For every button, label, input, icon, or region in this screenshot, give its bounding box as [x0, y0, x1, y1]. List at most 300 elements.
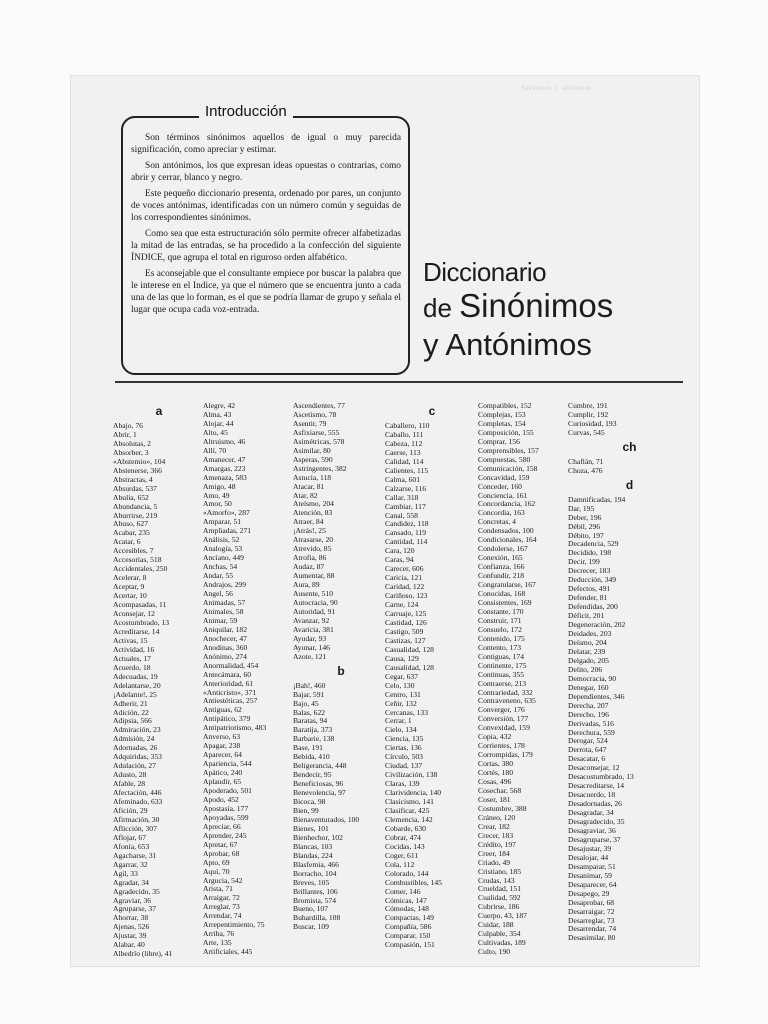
index-entry: Civilización, 138: [385, 771, 438, 780]
index-entry: Derogar, 524: [568, 737, 608, 746]
index-entry: Corrompidas, 179: [478, 751, 533, 760]
index-entry: Avaricia, 381: [293, 625, 334, 634]
index-entry: ¡Bah!, 460: [293, 681, 326, 690]
index-entry: Comprar, 156: [478, 437, 520, 446]
index-entry: Buscar, 109: [293, 923, 329, 932]
index-entry: Crecer, 183: [478, 831, 514, 840]
index-entry: Desarraigar, 72: [568, 907, 615, 916]
index-entry: Defectos, 491: [568, 585, 611, 594]
index-entry: Comunicación, 158: [478, 464, 538, 473]
index-entry: Aceptar, 9: [113, 583, 145, 592]
index-entry: Ajustar, 39: [113, 932, 147, 941]
index-entry: Cantidad, 114: [385, 538, 428, 547]
index-entry: Arrepentimiento, 75: [203, 921, 265, 930]
index-entry: Castizas, 127: [385, 636, 426, 645]
index-entry: Cómodas, 148: [385, 905, 429, 914]
index-entry: Amargas, 223: [203, 464, 246, 473]
index-entry: Ausente, 510: [293, 590, 334, 599]
index-entry: Condicionales, 164: [478, 536, 537, 545]
index-entry: Atar, 82: [293, 491, 318, 500]
index-entry: Círculo, 503: [385, 753, 423, 762]
index-entry: Desalojar, 44: [568, 853, 609, 862]
index-entry: Desasimilar, 80: [568, 934, 616, 943]
intro-paragraph: Este pequeño diccionario presenta, ordenado por pares, un conjunto de voces antónimas, identificadas con un número común y seguidas de los correspondientes sinónimos.: [131, 189, 401, 223]
index-entry: Atrevido, 85: [293, 545, 332, 554]
book-title: [423, 256, 613, 364]
index-entry: Calma, 601: [385, 475, 421, 484]
index-entry: Concavidad, 159: [478, 473, 530, 482]
index-entry: Abstractas, 4: [113, 475, 153, 484]
index-entry: Ciertas, 136: [385, 744, 422, 753]
index-entry: Candidez, 118: [385, 520, 429, 529]
index-entry: Beligerancia, 448: [293, 762, 347, 771]
index-column-4: [385, 402, 479, 950]
index-entry: Cumplir, 192: [568, 410, 609, 419]
scanned-page: [71, 76, 699, 966]
index-entry: Desapego, 29: [568, 889, 610, 898]
index-entry: Desarrendar, 74: [568, 925, 617, 934]
index-entry: Bendecir, 95: [293, 771, 332, 780]
index-entry: Delgado, 205: [568, 656, 609, 665]
title-line-2: [423, 288, 613, 326]
index-entry: Deidades, 203: [568, 630, 612, 639]
index-entry: Beneficiosas, 96: [293, 780, 344, 789]
index-entry: Congratularse, 167: [478, 581, 536, 590]
index-entry: Benevolencia, 97: [293, 789, 346, 798]
index-entry: Acelerar, 8: [113, 574, 147, 583]
index-entry: Bueno, 107: [293, 905, 329, 914]
index-entry: Ayudar, 93: [293, 634, 327, 643]
index-entry: Desacreditarse, 14: [568, 782, 625, 791]
index-entry: Anterioridad, 61: [203, 679, 254, 688]
index-entry: Degeneración, 202: [568, 621, 626, 630]
index-entry: Claras, 139: [385, 780, 420, 789]
index-entry: Accidentales, 250: [113, 565, 168, 574]
index-entry: Actuales, 17: [113, 654, 151, 663]
index-entry: Ateísmo, 204: [293, 500, 334, 509]
index-entry: Avanzar, 92: [293, 616, 330, 625]
index-entry: Apoyadas, 599: [203, 813, 249, 822]
section-letter: d: [625, 477, 634, 492]
index-entry: Agradar, 34: [113, 878, 149, 887]
index-entry: Apreciar, 66: [203, 822, 241, 831]
index-entry: Arrendar, 74: [203, 912, 242, 921]
index-entry: Bajar, 591: [293, 690, 325, 699]
index-entry: Arista, 71: [203, 885, 233, 894]
index-entry: Contiguas, 174: [478, 652, 524, 661]
index-entry: Desacuerdo, 18: [568, 791, 616, 800]
index-entry: Atraer, 84: [293, 518, 324, 527]
index-entry: Asimétricas, 578: [293, 437, 345, 446]
index-entry: Clarividencia, 140: [385, 789, 442, 798]
index-entry: Canal, 558: [385, 511, 418, 520]
index-entry: Bicoca, 98: [293, 798, 326, 807]
index-entry: Apodo, 452: [203, 795, 239, 804]
index-entry: Animar, 59: [203, 616, 238, 625]
index-entry: Amparar, 51: [203, 518, 242, 527]
index-entry: Derrota, 647: [568, 746, 607, 755]
index-entry: Ampliadas, 271: [203, 527, 252, 536]
index-entry: Derivadas, 516: [568, 719, 614, 728]
intro-paragraph: Son antónimos, los que expresan ideas opuestas o contrarias, como abrir y cerrar, blanco y negro.: [131, 161, 401, 183]
index-entry: Aparecer, 64: [203, 751, 242, 760]
index-entry: Arte, 135: [203, 939, 232, 948]
index-entry: Desarreglar, 73: [568, 916, 615, 925]
index-entry: Cansado, 119: [385, 529, 427, 538]
index-entry: Ciudad, 137: [385, 762, 423, 771]
index-entry: Derecho, 196: [568, 710, 609, 719]
index-entry: Clemencia, 142: [385, 815, 433, 824]
index-entry: Complejas, 153: [478, 410, 526, 419]
index-entry: Analogía, 53: [203, 545, 243, 554]
index-entry: Cambiar, 117: [385, 502, 426, 511]
index-entry: Blandas, 224: [293, 851, 333, 860]
index-entry: Antiestéticas, 257: [203, 697, 258, 706]
index-entry: Crédito, 197: [478, 840, 516, 849]
index-entry: Decidido, 198: [568, 549, 612, 558]
index-entry: Acompasadas, 11: [113, 601, 167, 610]
index-entry: Desagruparse, 37: [568, 835, 621, 844]
index-column-5: [478, 402, 572, 957]
index-entry: Desaparecer, 64: [568, 880, 617, 889]
index-entry: Ceñir, 132: [385, 699, 417, 708]
introduction-title: Introducción: [199, 103, 293, 120]
index-entry: Amenaza, 583: [203, 473, 247, 482]
index-entry: Deísmo, 204: [568, 638, 607, 647]
index-entry: Compatibles, 152: [478, 402, 532, 410]
index-entry: Delatar, 239: [568, 647, 606, 656]
index-entry: Comprensibles, 157: [478, 446, 539, 455]
index-entry: Desacostumbrado, 13: [568, 773, 634, 782]
index-entry: Aprobar, 68: [203, 849, 240, 858]
index-entry: Contraerse, 213: [478, 679, 527, 688]
index-entry: Amigo, 48: [203, 482, 236, 491]
index-entry: Bebida, 410: [293, 753, 330, 762]
index-entry: Curiosidad, 193: [568, 419, 617, 428]
index-entry: Calientes, 115: [385, 466, 429, 475]
index-entry: Democracia, 90: [568, 674, 617, 683]
index-entry: Continente, 175: [478, 661, 527, 670]
index-entry: Antipatriotismo, 483: [203, 724, 267, 733]
index-entry: Allí, 70: [203, 446, 227, 455]
index-entry: Cuidar, 188: [478, 921, 514, 930]
index-entry: Baratas, 94: [293, 717, 328, 726]
index-entry: Deducción, 349: [568, 576, 617, 585]
index-entry: Atrofia, 86: [293, 554, 327, 563]
index-entry: Adherir, 21: [113, 699, 148, 708]
index-entry: Apoderado, 501: [203, 786, 252, 795]
index-entry: Abrir, 1: [113, 430, 137, 439]
index-entry: Cariñoso, 123: [385, 592, 428, 601]
index-entry: Adquiridas, 353: [113, 753, 162, 762]
index-entry: Barbarie, 138: [293, 735, 335, 744]
index-entry: Bienes, 101: [293, 824, 329, 833]
index-entry: Ahorrar, 38: [113, 914, 149, 923]
index-entry: Buhardilla, 108: [293, 914, 341, 923]
index-entry: Aura, 89: [293, 581, 320, 590]
index-entry: Composición, 155: [478, 428, 534, 437]
index-entry: Ajenas, 526: [113, 923, 150, 932]
index-entry: Apariencia, 544: [203, 760, 252, 769]
index-column-2: [203, 402, 299, 957]
index-entry: Crudas, 143: [478, 876, 515, 885]
index-entry: Cegar, 637: [385, 672, 419, 681]
index-entry: Cosas, 496: [478, 778, 512, 787]
index-entry: Confundir, 218: [478, 572, 525, 581]
index-entry: Arraigar, 72: [203, 894, 240, 903]
index-entry: Celo, 130: [385, 681, 415, 690]
index-entry: Anodinas, 360: [203, 643, 248, 652]
index-entry: Desagradar, 34: [568, 809, 614, 818]
index-entry: Agacharse, 31: [113, 851, 157, 860]
index-entry: Constante, 170: [478, 607, 524, 616]
index-entry: Afonía, 653: [113, 842, 150, 851]
index-entry: Argucia, 542: [203, 876, 243, 885]
index-entry: Decir, 199: [568, 558, 600, 567]
index-entry: Accesibles, 7: [113, 547, 154, 556]
index-entry: Accesorias, 518: [113, 556, 162, 565]
index-entry: Curvas, 545: [568, 428, 605, 437]
index-entry: Base, 191: [293, 744, 323, 753]
index-entry: Construir, 171: [478, 616, 522, 625]
index-entry: Breves, 105: [293, 878, 330, 887]
index-entry: Alma, 43: [203, 410, 232, 419]
index-entry: Adición, 22: [113, 708, 149, 717]
index-entry: Activas, 15: [113, 636, 148, 645]
index-entry: Adusto, 28: [113, 771, 147, 780]
index-entry: Ágil, 33: [113, 869, 138, 878]
index-entry: Blasfemia, 466: [293, 860, 339, 869]
index-entry: Andrajos, 299: [203, 581, 247, 590]
index-entry: Albedrío (libre), 41: [113, 950, 173, 959]
index-entry: Converger, 176: [478, 706, 525, 715]
index-entry: Absolutas, 2: [113, 439, 151, 448]
index-entry: Afirmación, 30: [113, 815, 160, 824]
title-line-1: Diccionario: [423, 257, 547, 287]
index-entry: Asentir, 79: [293, 419, 327, 428]
index-columns: [113, 402, 693, 962]
index-entry: Desaconsejar, 12: [568, 764, 620, 773]
index-entry: Análisis, 52: [203, 536, 240, 545]
index-entry: Derechura, 559: [568, 728, 615, 737]
index-entry: Continuas, 355: [478, 670, 524, 679]
index-entry: Desacatar, 6: [568, 755, 606, 764]
index-entry: Animadas, 57: [203, 598, 246, 607]
index-entry: Decadencia, 529: [568, 540, 619, 549]
index-entry: Causa, 129: [385, 654, 419, 663]
index-entry: Agruparse, 37: [113, 905, 157, 914]
index-entry: Acostumbrado, 13: [113, 618, 170, 627]
index-entry: «Abstemio», 104: [113, 457, 166, 466]
index-entry: Adornadas, 26: [113, 744, 158, 753]
index-entry: Chaflán, 71: [568, 457, 604, 466]
index-entry: Déficit, 201: [568, 612, 605, 621]
index-entry: Crear, 182: [478, 822, 510, 831]
index-entry: Anverso, 63: [203, 733, 241, 742]
index-entry: Ciencia, 135: [385, 735, 424, 744]
index-entry: Aconsejar, 12: [113, 610, 155, 619]
index-entry: Andar, 55: [203, 572, 234, 581]
index-entry: Débil, 296: [568, 522, 601, 531]
index-entry: Ascendientes, 77: [293, 402, 345, 410]
index-column-1: [113, 402, 205, 959]
index-entry: Bienaventurados, 100: [293, 815, 360, 824]
index-entry: Asimilar, 80: [293, 446, 331, 455]
index-entry: Colorado, 144: [385, 869, 429, 878]
index-entry: Autocracia, 90: [293, 598, 338, 607]
index-entry: Desajustar, 39: [568, 844, 612, 853]
index-entry: Absurdas, 537: [113, 484, 157, 493]
index-entry: Compactas, 149: [385, 914, 434, 923]
index-entry: Defender, 81: [568, 594, 608, 603]
index-entry: Azote, 121: [293, 652, 327, 661]
index-entry: Clasicismo, 141: [385, 798, 434, 807]
index-entry: Clasificar, 425: [385, 806, 430, 815]
index-entry: Concordia, 163: [478, 509, 525, 518]
index-entry: Débito, 197: [568, 531, 604, 540]
index-entry: Comparar, 150: [385, 932, 431, 941]
index-entry: Caricia, 121: [385, 574, 423, 583]
index-entry: Amanecer, 47: [203, 455, 246, 464]
index-entry: Cielo, 134: [385, 726, 417, 735]
index-entry: Desanimar, 59: [568, 871, 612, 880]
index-entry: Adecuadas, 19: [113, 672, 158, 681]
index-entry: Coger, 611: [385, 851, 419, 860]
index-entry: Alegre, 42: [203, 402, 236, 410]
index-entry: Abajo, 76: [113, 422, 143, 430]
index-entry: Anciano, 449: [203, 554, 244, 563]
index-entry: Borracho, 104: [293, 869, 337, 878]
index-entry: Asperas, 590: [293, 455, 333, 464]
index-entry: Combustibles, 145: [385, 878, 442, 887]
index-entry: Anormalidad, 454: [203, 661, 259, 670]
index-entry: Caballero, 110: [385, 422, 430, 430]
index-entry: Cobarde, 630: [385, 824, 426, 833]
index-entry: Cualidad, 592: [478, 894, 521, 903]
index-entry: Carecer, 606: [385, 565, 424, 574]
index-entry: Atrasarse, 20: [293, 536, 334, 545]
index-entry: Adelantarse, 20: [113, 681, 161, 690]
index-entry: Cultivadas, 189: [478, 939, 526, 948]
index-entry: Derecha, 207: [568, 701, 609, 710]
intro-paragraph: Como sea que esta estructuración sólo permite ofrecer alfabetizadas la mitad de las entradas, se ha procedido a la confección del siguiente ÍNDICE, que agrupa el total en riguroso orden alfabético.: [131, 229, 401, 263]
index-entry: Carne, 124: [385, 601, 419, 610]
index-entry: Deber, 196: [568, 513, 602, 522]
section-letter: ch: [622, 439, 637, 454]
index-entry: Denegar, 160: [568, 683, 609, 692]
index-entry: Afeminado, 633: [113, 798, 163, 807]
title-line-3: y Antónimos: [423, 327, 592, 362]
index-entry: Anónimo, 274: [203, 652, 247, 661]
index-entry: Conocidas, 168: [478, 590, 526, 599]
index-entry: Aumentar, 88: [293, 572, 335, 581]
index-entry: Cubrirse, 186: [478, 903, 520, 912]
index-entry: Calzarse, 116: [385, 484, 427, 493]
index-entry: Compañía, 586: [385, 923, 432, 932]
index-entry: Agradecido, 35: [113, 887, 160, 896]
index-entry: Aniquilar, 182: [203, 625, 247, 634]
title-sinonimos: Sinónimos: [459, 287, 614, 324]
index-entry: Comer, 146: [385, 887, 421, 896]
index-entry: Decrecer, 183: [568, 567, 611, 576]
index-entry: Coser, 181: [478, 795, 511, 804]
index-entry: Culpable, 354: [478, 930, 521, 939]
index-entry: Amo, 49: [203, 491, 230, 500]
index-entry: Abuso, 627: [113, 520, 149, 529]
index-entry: Aburrirse, 219: [113, 511, 158, 520]
index-entry: Acreditarse, 14: [113, 627, 160, 636]
index-entry: Desagradecido, 35: [568, 818, 625, 827]
index-entry: Atacar, 81: [293, 482, 325, 491]
index-entry: Aquí, 70: [203, 867, 230, 876]
index-entry: Aprender, 245: [203, 831, 247, 840]
index-entry: Cortas, 380: [478, 760, 514, 769]
index-entry: Brillantes, 106: [293, 887, 338, 896]
index-entry: Antiguas, 62: [203, 706, 242, 715]
index-entry: Apagar, 238: [203, 742, 241, 751]
index-entry: Audaz, 87: [293, 563, 325, 572]
index-entry: Aflojar, 67: [113, 833, 147, 842]
index-entry: Conciencia, 161: [478, 491, 528, 500]
index-entry: Apto, 69: [203, 858, 230, 867]
index-entry: Anochecer, 47: [203, 634, 247, 643]
index-entry: Adulación, 27: [113, 762, 157, 771]
index-entry: Alto, 45: [203, 428, 228, 437]
index-entry: Compasión, 151: [385, 941, 435, 950]
index-entry: Cuerpo, 43, 187: [478, 912, 527, 921]
index-entry: Abstenerse, 366: [113, 466, 162, 475]
index-entry: Conceder, 160: [478, 482, 522, 491]
index-entry: Contraveneno, 635: [478, 697, 536, 706]
index-entry: Condolerse, 167: [478, 545, 528, 554]
index-entry: Arreglar, 73: [203, 903, 240, 912]
index-entry: Alojar, 44: [203, 419, 234, 428]
index-entry: Causalidad, 128: [385, 663, 434, 672]
index-entry: Animales, 58: [203, 607, 244, 616]
index-entry: Abulia, 652: [113, 493, 149, 502]
index-entry: Atención, 83: [293, 509, 333, 518]
section-letter: b: [337, 663, 345, 678]
index-entry: Crueldad, 151: [478, 885, 522, 894]
index-entry: Caerse, 113: [385, 448, 421, 457]
index-entry: Centro, 131: [385, 690, 421, 699]
index-entry: Acuerdo, 18: [113, 663, 151, 672]
index-entry: Agraviar, 36: [113, 896, 152, 905]
index-entry: Carruaje, 125: [385, 610, 427, 619]
index-entry: Agarrar, 32: [113, 860, 148, 869]
index-entry: Arriba, 76: [203, 930, 235, 939]
index-entry: Defendidas, 200: [568, 603, 618, 612]
index-entry: Afable, 28: [113, 780, 146, 789]
index-entry: Blancas, 103: [293, 842, 333, 851]
index-entry: Desaprobar, 68: [568, 898, 615, 907]
index-entry: Bromista, 574: [293, 896, 337, 905]
index-entry: Consistentes, 169: [478, 598, 532, 607]
index-entry: Dar, 195: [568, 504, 595, 513]
index-entry: Castidad, 126: [385, 618, 427, 627]
index-entry: Cómicas, 147: [385, 896, 427, 905]
index-entry: Condensados, 100: [478, 527, 534, 536]
section-letter: c: [428, 404, 436, 418]
section-letter: a: [155, 404, 163, 418]
index-entry: «Anticristo», 371: [203, 688, 257, 697]
index-entry: Cortés, 180: [478, 769, 514, 778]
index-entry: Angel, 56: [203, 590, 233, 599]
index-entry: Antipático, 379: [203, 715, 251, 724]
index-entry: Confianza, 166: [478, 563, 525, 572]
index-entry: Autoridad, 91: [293, 607, 336, 616]
index-entry: Astucia, 118: [293, 473, 332, 482]
